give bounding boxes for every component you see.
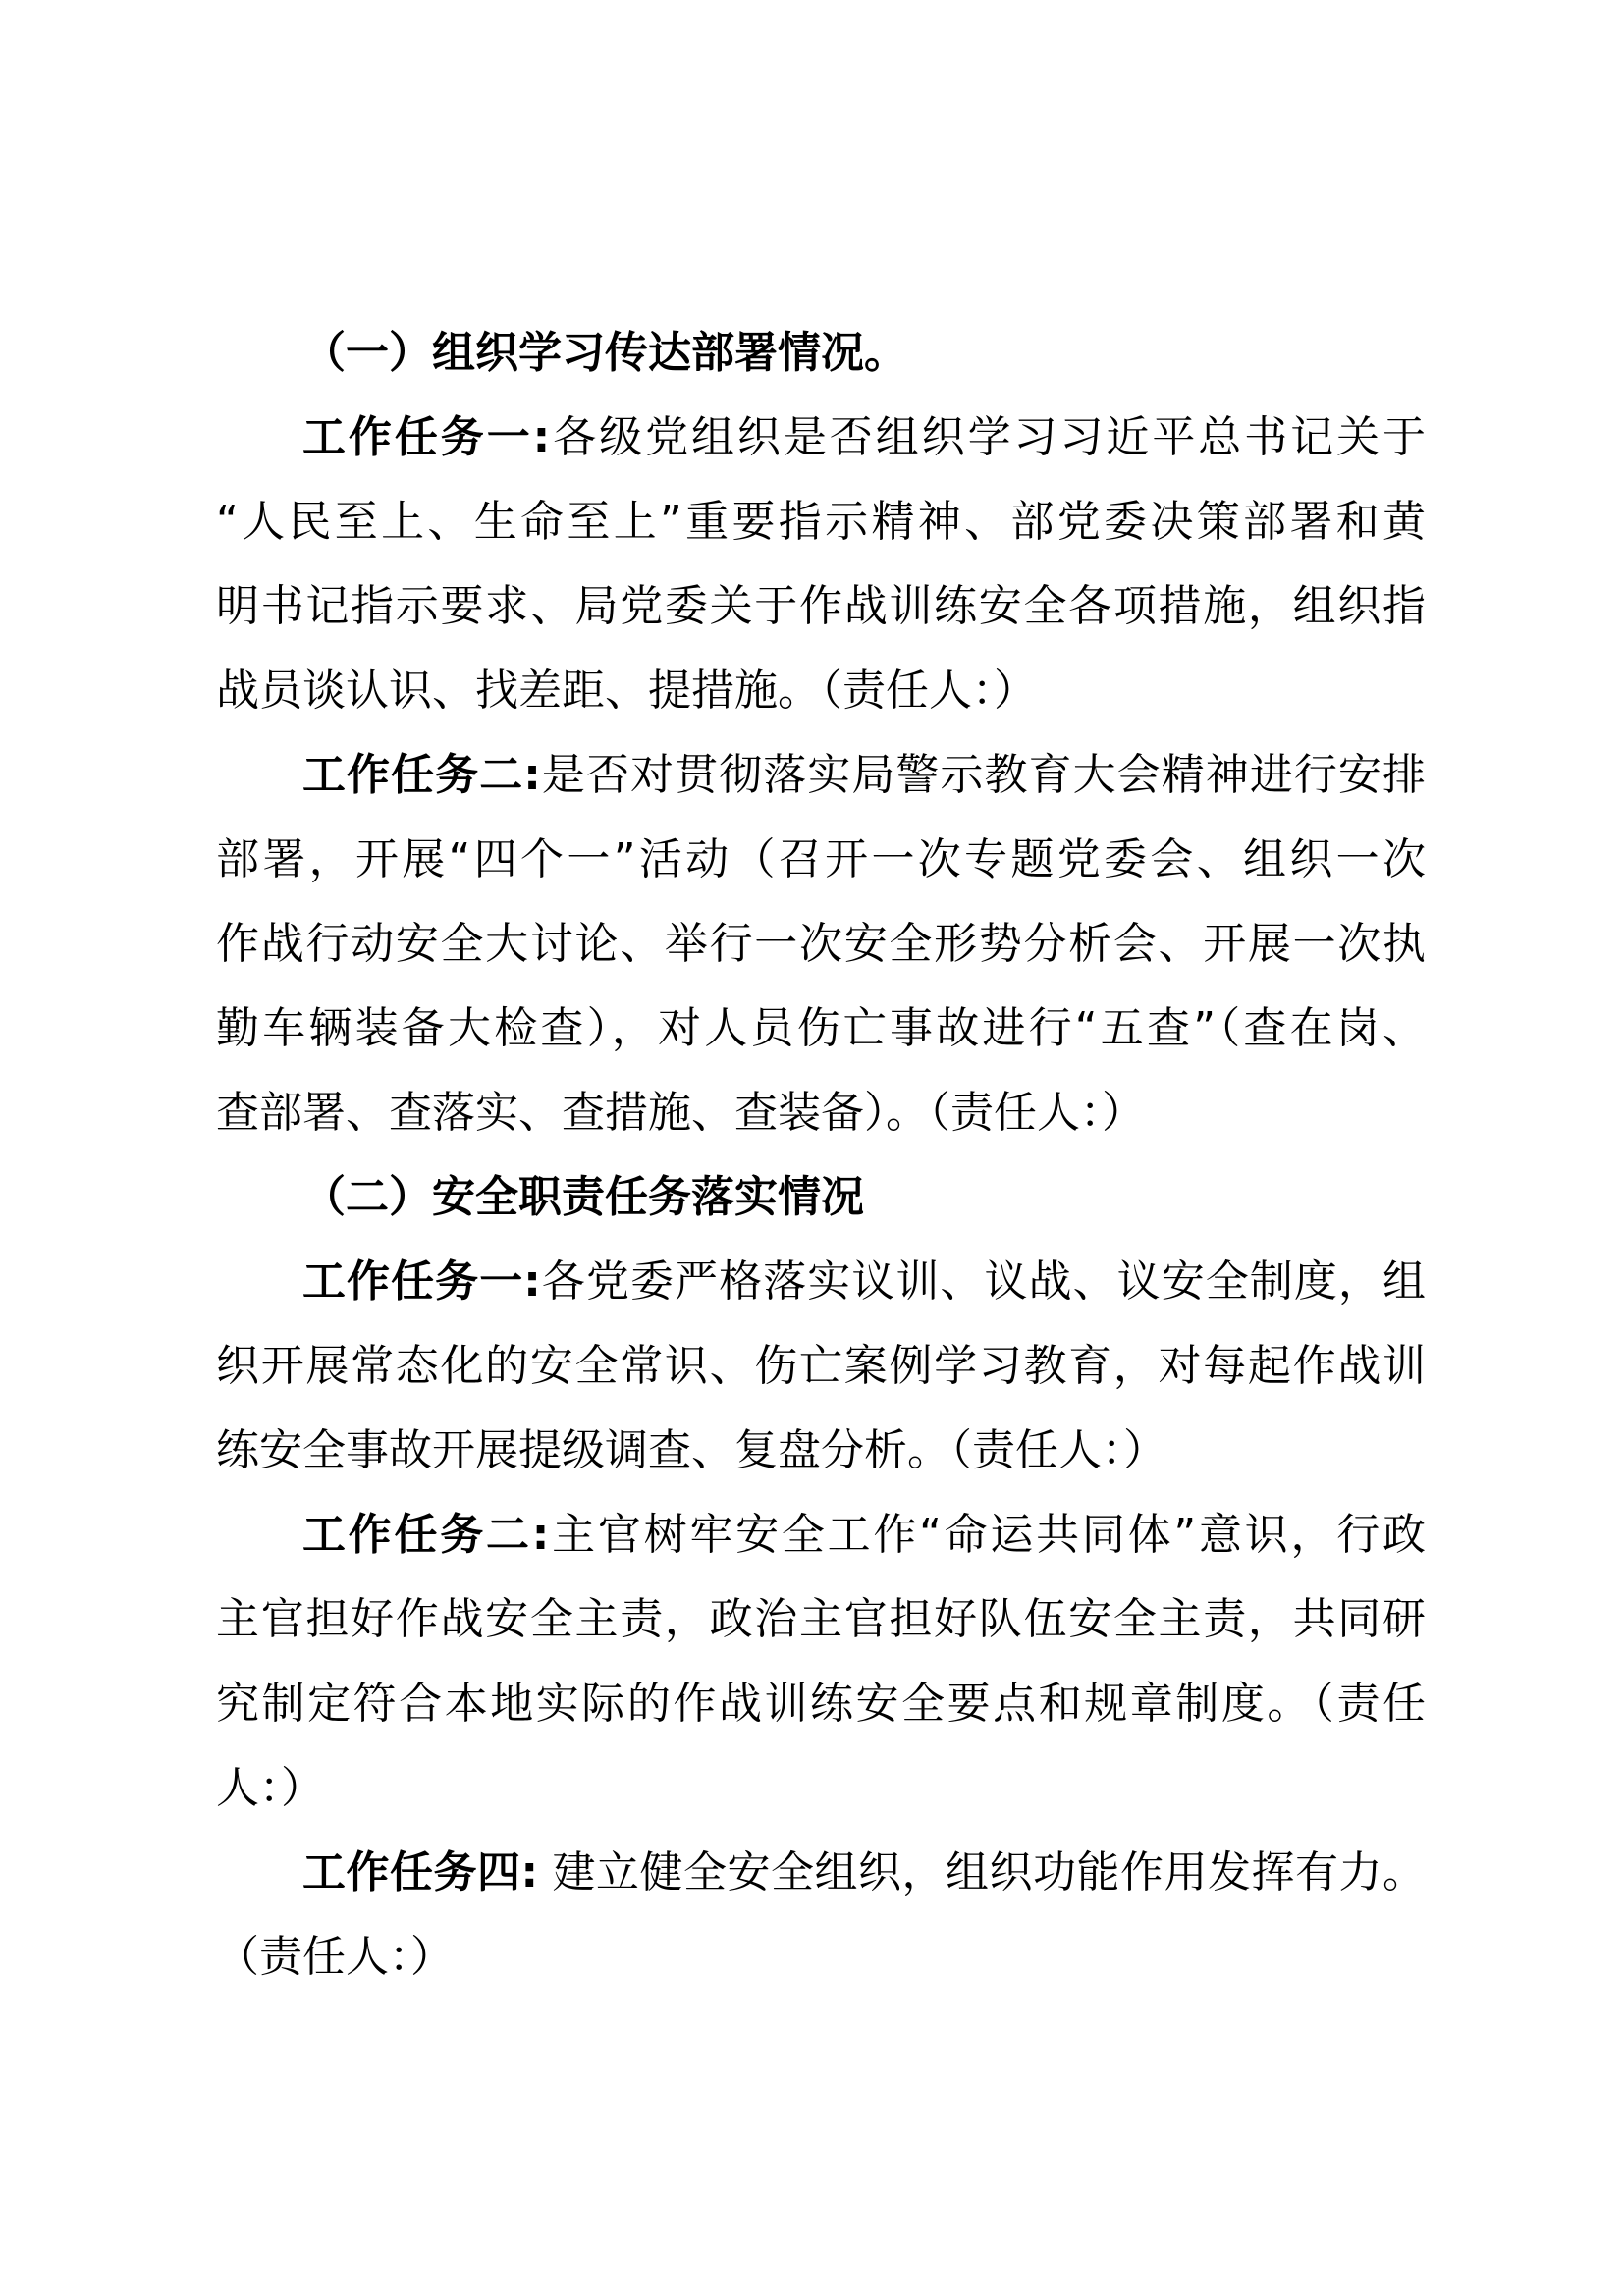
text-line (216, 311, 1426, 396)
text-run: （责任人：） (216, 1932, 454, 1982)
text-line (216, 818, 1426, 902)
text-line (216, 564, 1426, 649)
text-run: 明书记指示要求、局党委关于作战训练安全各项措施，组织指 (216, 581, 1426, 631)
bold-text-run: （一）组织学习传达部署情况。 (302, 328, 907, 378)
text-line (216, 1240, 1426, 1324)
text-run: 查部署、查落实、查措施、查装备）。（责任人：） (216, 1088, 1145, 1138)
text-line (216, 1915, 1426, 2000)
text-run: 建立健全安全组织，组织功能作用发挥有力。 (538, 1847, 1426, 1897)
text-line (216, 480, 1426, 564)
text-line (216, 1831, 1426, 1915)
text-run: 战员谈认识、找差距、提措施。（责任人：） (216, 666, 1037, 716)
text-line (216, 1324, 1426, 1409)
text-run: 勤车辆装备大检查），对人员伤亡事故进行“五查”（查在岗、 (216, 1003, 1426, 1053)
bold-text-run: 工作任务一: (302, 1256, 541, 1307)
document-body (216, 311, 1426, 2000)
text-run: 各党委严格落实议训、议战、议安全制度，组 (540, 1256, 1426, 1307)
text-run: 织开展常态化的安全常识、伤亡案例学习教育，对每起作战训 (216, 1341, 1426, 1391)
text-line (216, 733, 1426, 818)
text-line (216, 1746, 1426, 1831)
text-run: 主官担好作战安全主责，政治主官担好队伍安全主责，共同研 (216, 1594, 1426, 1644)
text-run: 主官树牢安全工作“命运共同体”意识，行政 (549, 1510, 1426, 1560)
bold-text-run: 工作任务一: (302, 412, 551, 462)
text-line (216, 902, 1426, 987)
text-line (216, 649, 1426, 733)
text-run: 究制定符合本地实际的作战训练安全要点和规章制度。（责任 (216, 1679, 1426, 1729)
bold-text-run: 工作任务二: (302, 1510, 550, 1560)
text-line (216, 1577, 1426, 1662)
text-line (216, 1071, 1426, 1155)
text-line (216, 1493, 1426, 1577)
text-run: 作战行动安全大讨论、举行一次安全形势分析会、开展一次执 (216, 919, 1426, 969)
text-line (216, 1409, 1426, 1493)
text-run: 各级党组织是否组织学习习近平总书记关于 (550, 412, 1426, 462)
text-run: “人民至上、生命至上”重要指示精神、部党委决策部署和黄 (216, 497, 1426, 547)
bold-text-run: 工作任务二: (302, 750, 541, 800)
bold-text-run: 工作任务四: (302, 1847, 539, 1897)
text-run: 练安全事故开展提级调查、复盘分析。（责任人：） (216, 1425, 1166, 1475)
text-line (216, 1155, 1426, 1240)
text-run: 是否对贯彻落实局警示教育大会精神进行安排 (540, 750, 1426, 800)
text-line (216, 1662, 1426, 1746)
bold-text-run: （二）安全职责任务落实情况 (302, 1172, 864, 1222)
text-line (216, 396, 1426, 480)
text-line (216, 987, 1426, 1071)
text-run: 部署，开展“四个一”活动（召开一次专题党委会、组织一次 (216, 834, 1426, 884)
text-run: 人：） (216, 1763, 324, 1813)
